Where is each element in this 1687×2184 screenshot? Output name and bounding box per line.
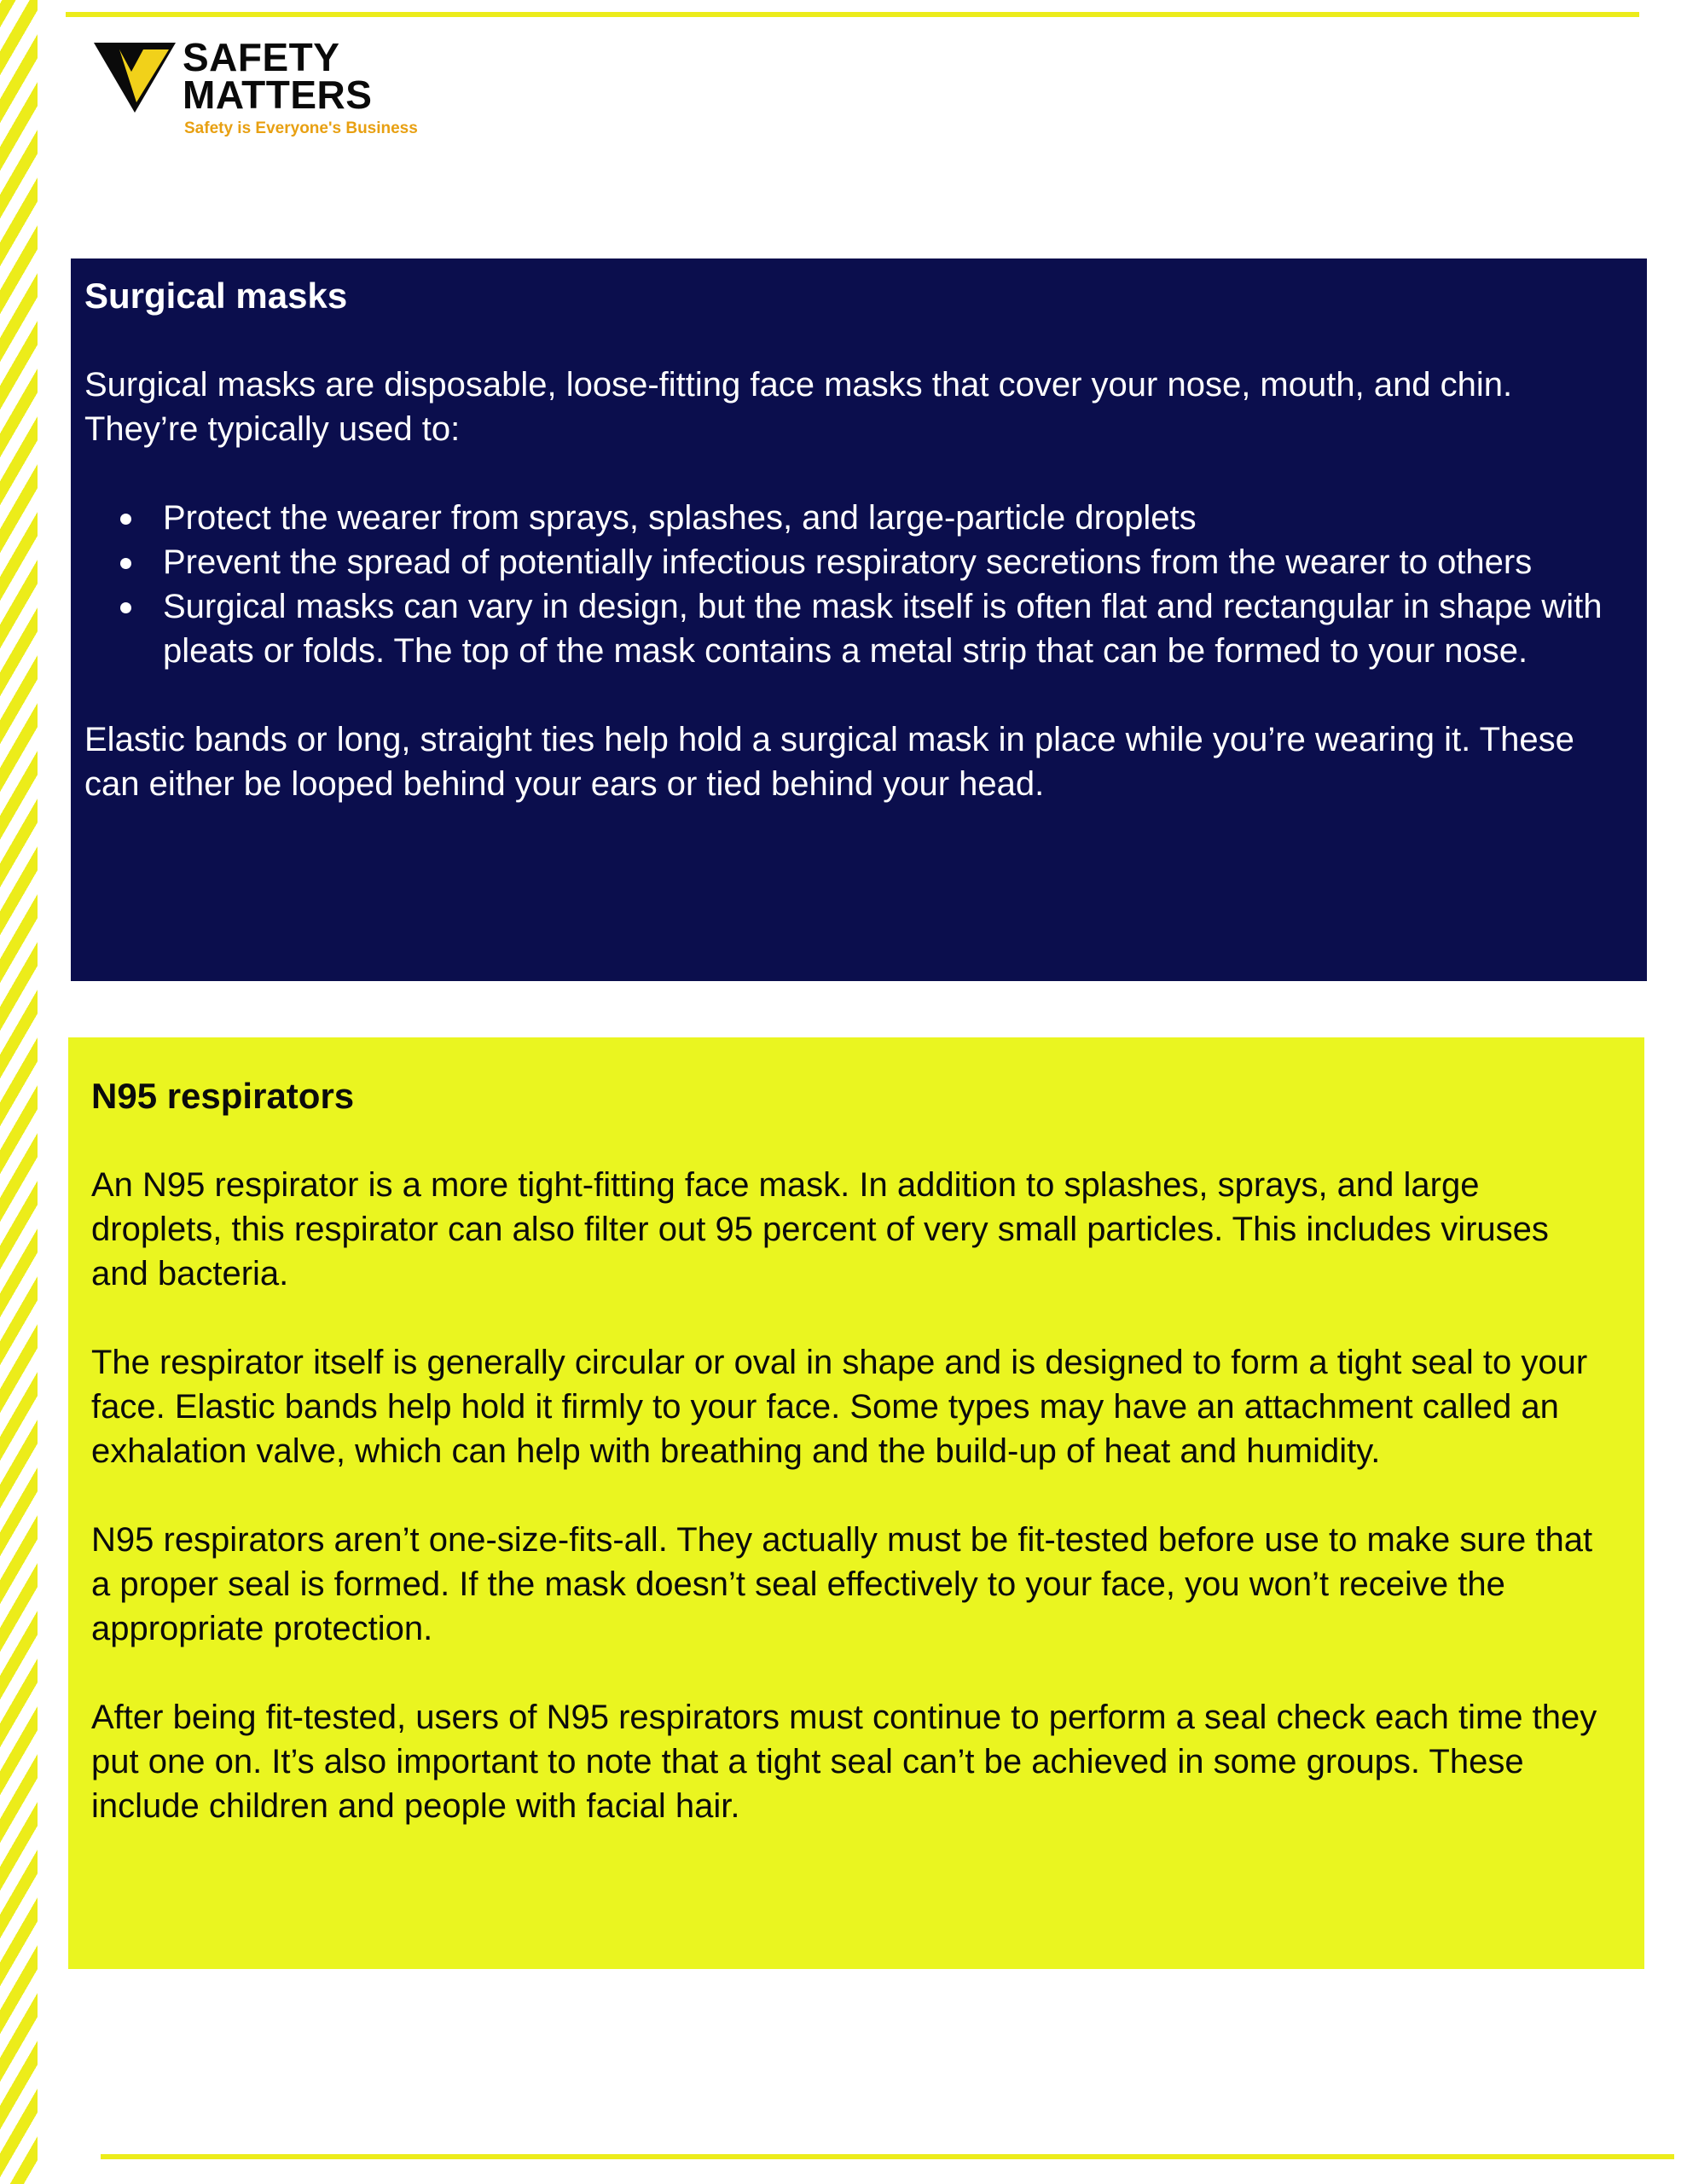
- hazard-stripe-border: [0, 0, 38, 2184]
- logo-tagline: Safety is Everyone's Business: [184, 119, 418, 137]
- top-rule: [66, 12, 1639, 17]
- surgical-masks-closing: Elastic bands or long, straight ties help hold a surgical mask in place while you’re wearing it. These can either be looped behind your ears or tied behind your head.: [84, 721, 1574, 803]
- n95-paragraph: The respirator itself is generally circular or oval in shape and is designed to form a tight seal to your face. Elastic bands help hold it firmly to your face. Some types may have an attachment called an exhalation valve, which can help with breathing and the build-up of heat and humidity.: [91, 1344, 1588, 1470]
- bullet-item: Protect the wearer from sprays, splashes, and large-particle droplets: [163, 496, 1613, 540]
- bullet-item: Surgical masks can vary in design, but the mask itself is often flat and rectangular in shape with pleats or folds. The top of the mask contains a metal strip that can be formed to your nose.: [163, 584, 1613, 673]
- logo-chevron-icon: [94, 39, 176, 113]
- bullet-item: Prevent the spread of potentially infectious respiratory secretions from the wearer to others: [163, 540, 1613, 584]
- surgical-masks-panel: [71, 258, 1647, 981]
- n95-paragraph: An N95 respirator is a more tight-fitting face mask. In addition to splashes, sprays, and large droplets, this respirator can also filter out 95 percent of very small particles. This includes viruses and bacteria.: [91, 1166, 1549, 1292]
- surgical-masks-bullet-list: [84, 496, 1613, 673]
- surgical-masks-heading: Surgical masks: [84, 276, 348, 316]
- n95-paragraph: N95 respirators aren’t one-size-fits-all. They actually must be fit-tested before use to make sure that a proper seal is formed. If the mask doesn’t seal effectively to your face, you won’t receive the appropriate protection.: [91, 1521, 1593, 1647]
- bottom-rule: [101, 2154, 1674, 2159]
- logo-wordmark-line1: SAFETY: [183, 35, 340, 79]
- n95-paragraph: After being fit-tested, users of N95 respirators must continue to perform a seal check each time they put one on. It’s also important to note that a tight seal can’t be achieved in some groups. These include children and people with facial hair.: [91, 1699, 1597, 1825]
- logo-wordmark-line2: MATTERS: [183, 73, 373, 117]
- n95-respirators-heading: N95 respirators: [91, 1076, 355, 1116]
- n95-respirators-panel: [68, 1037, 1644, 1969]
- surgical-masks-intro: Surgical masks are disposable, loose-fitting face masks that cover your nose, mouth, and chin. They’re typically used to:: [84, 366, 1513, 448]
- logo: [94, 35, 461, 148]
